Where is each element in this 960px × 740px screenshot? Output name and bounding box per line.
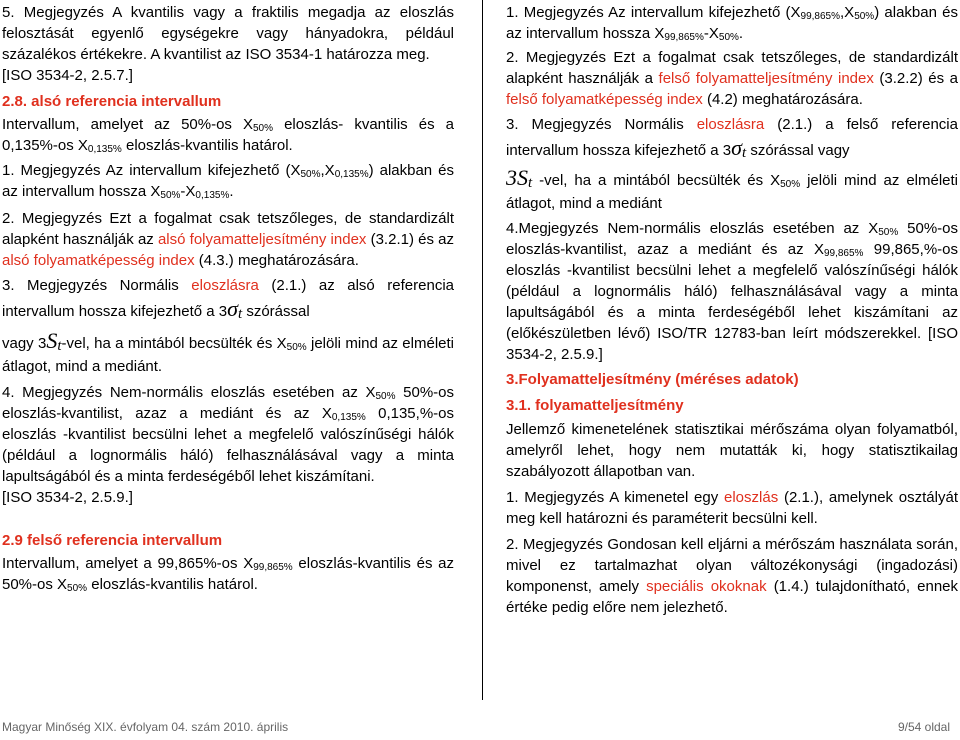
right-column: [506, 2, 958, 618]
footer-page-number: 9/54 oldal: [897, 720, 950, 734]
sigma-t-formula: $\sigma_t$: [227, 296, 243, 322]
definition-2-8: Intervallum, amelyet az 50%-os $X_{50\%}$ eloszlás- kvantilis és a 0,135%-os $X_{0,135\%}$ eloszlás-kvantilis határol.: [2, 116, 454, 155]
heading-2-9: 2.9 felső referencia intervallum: [2, 532, 223, 549]
note-1-3-1: 1. Megjegyzés A kimenetel egy eloszlás (2.1.), amelynek osztályát meg kell határozni és paraméterit becsülni kell.: [506, 489, 958, 527]
note-3: 3. Megjegyzés Normális eloszlásra (2.1.) az alsó referencia intervallum hossza kifejezhető a $3\sigma_t$ szórással: [2, 277, 454, 322]
note-3-upper-cont: $3S_t$ -vel, ha a mintából becsülték és $X_{50\%}$ jelöli mind az elméleti átlagot, mind a mediánt: [506, 165, 959, 212]
note-2: 2. Megjegyzés Ezt a fogalmat csak tetszőleges, de standardizált alapként használják az alsó folyamatteljesítmény index (3.2.1) és az alsó folyamatképesség index (4.3.) meghatározására.: [2, 210, 454, 269]
sigma-t-formula: $\sigma_t$: [731, 135, 747, 161]
s-t-formula: $S_t$: [46, 328, 62, 354]
note-4: 4. Megjegyzés Nem-normális eloszlás esetében az $X_{50\%}$ 50%-os eloszlás-kvantilist, azaz a mediánt és az $X_{0,135\%}$ 0,135,%-os eloszlás -kvantilist becsülni lehet a megfelelő valószínűségi hálók (például a lognormális háló) felhasználásával vagy a minta lapultságából és a minta ferdeségéből lehet kiszámítani.: [2, 384, 454, 485]
iso-reference: [ISO 3534-2, 2.5.7.]: [2, 67, 133, 84]
heading-2-8: 2.8. alsó referencia intervallum: [2, 93, 222, 110]
definition-2-9: Intervallum, amelyet a 99,865%-os $X_{99,865\%}$ eloszlás-kvantilis és az 50%-os $X_{50\%}$ eloszlás-kvantilis határol.: [2, 555, 454, 594]
note-1-upper: 1. Megjegyzés Az intervallum kifejezhető $(X_{99,865\%},X_{50\%})$ alakban és az intervallum hossza $X_{99,865\%}-X_{50\%}$.: [506, 4, 958, 43]
note-1: 1. Megjegyzés Az intervallum kifejezhető $(X_{50\%},X_{0,135\%})$ alakban és az intervallum hossza $X_{50\%}-X_{0,135\%}$.: [2, 162, 454, 201]
s-t-formula: $3S_t$: [506, 165, 533, 191]
heading-3-1: 3.1. folyamatteljesítmény: [506, 397, 684, 414]
footer-publication: Magyar Minőség XIX. évfolyam 04. szám 2010. április: [2, 720, 289, 734]
note-2-upper: 2. Megjegyzés Ezt a fogalmat csak tetszőleges, de standardizált alapként használják a felső folyamatteljesítmény index (3.2.2) és a felső folyamatképesség index (4.2) meghatározására.: [506, 49, 958, 108]
left-column: [2, 2, 454, 595]
note-2-3-1: 2. Megjegyzés Gondosan kell eljárni a mérőszám használata során, mivel ez tartalmazhat olyan változékonysági (ingadozási) komponenst, amely speciális okoknak (1.4.) tulajdonítható, ennek értéke pedig előre nem jelezhető.: [506, 536, 959, 616]
note-3-upper: 3. Megjegyzés Normális eloszlásra (2.1.) a felső referencia intervallum hossza kifejezhető a $3\sigma_t$ szórással vagy: [506, 116, 958, 161]
definition-3-1: Jellemző kimenetelének statisztikai mérőszáma olyan folyamatból, amelyről lehet, hogy nem mutatták ki, hogy statisztikailag szabályozott állapotban van.: [506, 421, 958, 480]
note-5: 5. Megjegyzés A kvantilis vagy a fraktilis megadja az eloszlás felosztását egyenlő egységekre vagy hányadokra, például százalékos értékekre. A kvantilist az ISO 3534-1 határozza meg.: [2, 4, 454, 63]
heading-3: 3.Folyamatteljesítmény (méréses adatok): [506, 371, 799, 388]
iso-reference-2: [ISO 3534-2, 2.5.9.]: [2, 489, 133, 506]
note-4-upper: 4.Megjegyzés Nem-normális eloszlás esetében az $X_{50\%}$ 50%-os eloszlás-kvantilist, azaz a mediánt és az $X_{99,865\%}$ 99,865,%-os eloszlás -kvantilist becsülni lehet a megfelelő valószínűségi hálók (például a lognormális háló) felhasználásával vagy a minta lapultságából és a minta ferdeségéből lehet kiszámítani az (előkészületben lévő) ISO/TR 12783-ban leírt módszerekkel. [ISO 3534-2, 2.5.9.]: [506, 220, 959, 363]
note-3-cont: vagy $3S_t$-vel, ha a mintából becsülték és $X_{50\%}$ jelöli mind az elméleti átlagot, mind a mediánt.: [2, 328, 454, 375]
column-divider: [482, 0, 483, 700]
